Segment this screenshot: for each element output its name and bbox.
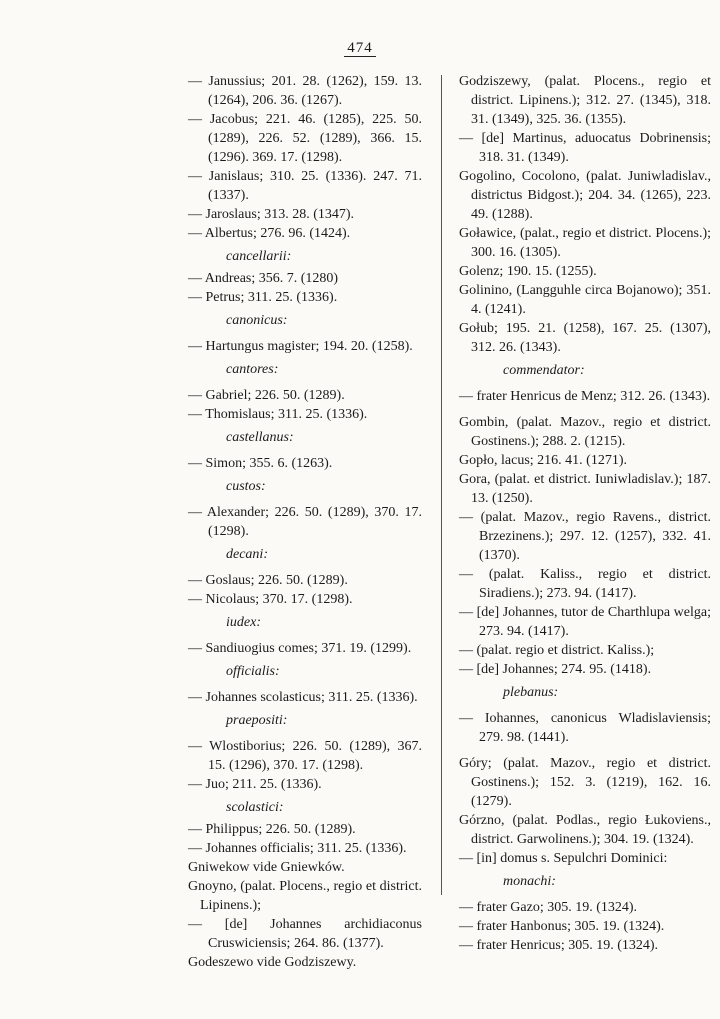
index-entry: Gogolino, Cocolono, (palat. Juniwladislav., districtus Bidgost.); 204. 34. (1265), 223. 49. (1288). [459, 169, 711, 222]
index-subentry: — Johannes officialis; 311. 25. (1336). [188, 841, 407, 856]
index-entry: Gombin, (palat. Mazov., regio et district. Gostinens.); 288. 2. (1215). [459, 415, 711, 449]
index-subentry: — Sandiuogius comes; 371. 19. (1299). [188, 641, 412, 656]
index-subentry: — Janislaus; 310. 25. (1336). 247. 71. (1337). [188, 169, 422, 203]
page-number: 474 [0, 40, 720, 57]
section-heading: praepositi: [226, 713, 288, 728]
index-subentry: — Albertus; 276. 96. (1424). [188, 226, 351, 241]
section-heading: cancellarii: [226, 249, 292, 264]
index-subentry: — Wlostiborius; 226. 50. (1289), 367. 15. (1296), 370. 17. (1298). [188, 739, 422, 773]
index-entry: Gopło, lacus; 216. 41. (1271). [459, 453, 627, 468]
index-subentry: — (palat. Kaliss., regio et district. Siradiens.); 273. 94. (1417). [459, 567, 711, 601]
index-subentry: — Hartungus magister; 194. 20. (1258). [188, 339, 413, 354]
index-subentry: — Andreas; 356. 7. (1280) [188, 271, 339, 286]
index-subentry: — [de] Johannes, tutor de Charthlupa welga; 273. 94. (1417). [459, 605, 711, 639]
index-subentry: — Jacobus; 221. 46. (1285), 225. 50. (1289), 226. 52. (1289), 366. 15. (1296). 369. 17. (1298). [188, 112, 422, 165]
section-heading: scolastici: [226, 800, 284, 815]
left-column [188, 72, 422, 972]
index-subentry: — [in] domus s. Sepulchri Dominici: [459, 851, 668, 866]
index-entry: Górzno, (palat. Podlas., regio Łukoviens., district. Garwolinens.); 304. 19. (1324). [459, 813, 711, 847]
index-subentry: — (palat. regio et district. Kaliss.); [459, 643, 655, 658]
index-entry: Godziszewy, (palat. Plocens., regio et district. Lipinens.); 312. 27. (1345), 318. 31. (1349), 325. 36. (1355). [459, 74, 711, 127]
section-heading: custos: [226, 479, 266, 494]
index-subentry: — Johannes scolasticus; 311. 25. (1336). [188, 690, 418, 705]
section-heading: decani: [226, 547, 268, 562]
index-subentry: — Petrus; 311. 25. (1336). [188, 290, 338, 305]
column-divider [441, 75, 442, 895]
index-subentry: — Simon; 355. 6. (1263). [188, 456, 333, 471]
section-heading: monachi: [503, 874, 556, 889]
index-subentry: — Iohannes, canonicus Wladislaviensis; 279. 98. (1441). [459, 711, 711, 745]
index-subentry: — frater Henricus; 305. 19. (1324). [459, 938, 659, 953]
index-entry: Godeszewo vide Godziszewy. [188, 955, 357, 970]
section-heading: plebanus: [503, 685, 559, 700]
index-subentry: — (palat. Mazov., regio Ravens., district. Brzezinens.); 297. 12. (1257), 332. 41. (1370). [459, 510, 711, 563]
index-entry: Golenz; 190. 15. (1255). [459, 264, 597, 279]
index-subentry: — [de] Johannes; 274. 95. (1418). [459, 662, 652, 677]
index-entry: Gora, (palat. et district. Iuniwladislav.); 187. 13. (1250). [459, 472, 711, 506]
index-subentry: — Philippus; 226. 50. (1289). [188, 822, 356, 837]
index-subentry: — Nicolaus; 370. 17. (1298). [188, 592, 353, 607]
right-column [459, 72, 711, 955]
index-entry: Goławice, (palat., regio et district. Plocens.); 300. 16. (1305). [459, 226, 711, 260]
index-entry: Gnoyno, (palat. Plocens., regio et district. Lipinens.); [188, 879, 422, 913]
index-subentry: — Thomislaus; 311. 25. (1336). [188, 407, 368, 422]
index-subentry: — [de] Martinus, aduocatus Dobrinensis; 318. 31. (1349). [459, 131, 711, 165]
index-entry: Góry; (palat. Mazov., regio et district. Gostinens.); 152. 3. (1219), 162. 16. (1279). [459, 756, 711, 809]
section-heading: iudex: [226, 615, 261, 630]
index-subentry: — Gabriel; 226. 50. (1289). [188, 388, 345, 403]
index-subentry: — Jaroslaus; 313. 28. (1347). [188, 207, 355, 222]
index-subentry: — Juo; 211. 25. (1336). [188, 777, 322, 792]
section-heading: cantores: [226, 362, 279, 377]
index-subentry: — frater Henricus de Menz; 312. 26. (1343). [459, 389, 711, 404]
index-entry: Gołub; 195. 21. (1258), 167. 25. (1307), 312. 26. (1343). [459, 321, 711, 355]
index-subentry: — Alexander; 226. 50. (1289), 370. 17. (1298). [188, 505, 422, 539]
section-heading: canonicus: [226, 313, 288, 328]
index-subentry: — Janussius; 201. 28. (1262), 159. 13. (1264), 206. 36. (1267). [188, 74, 422, 108]
index-entry: Golinino, (Langguhle circa Bojanowo); 351. 4. (1241). [459, 283, 711, 317]
section-heading: commendator: [503, 363, 585, 378]
index-subentry: — frater Gazo; 305. 19. (1324). [459, 900, 638, 915]
index-subentry: — frater Hanbonus; 305. 19. (1324). [459, 919, 665, 934]
index-entry: Gniwekow vide Gniewków. [188, 860, 345, 875]
section-heading: castellanus: [226, 430, 294, 445]
index-subentry: — Goslaus; 226. 50. (1289). [188, 573, 348, 588]
section-heading: officialis: [226, 664, 280, 679]
index-subentry: — [de] Johannes archidiaconus Cruswiciensis; 264. 86. (1377). [188, 917, 422, 951]
